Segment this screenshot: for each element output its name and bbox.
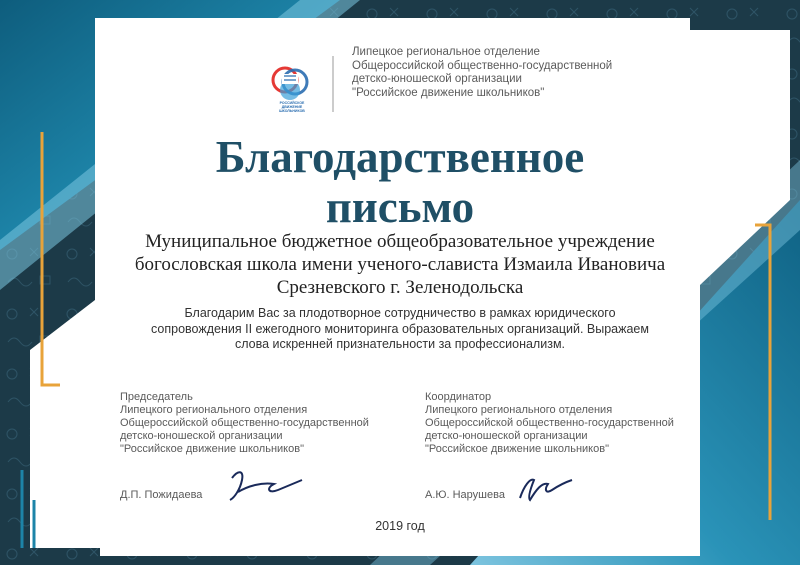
message-line-1: Благодарим Вас за плодотворное сотрудничество в рамках юридического xyxy=(184,306,616,320)
gratitude-message xyxy=(110,306,690,353)
recipient-line-2: богословская школа имени ученого-слависта Измаила Ивановича xyxy=(134,254,666,275)
signatory-coordinator-name: А.Ю. Нарушева xyxy=(425,489,505,501)
signatory-role: Координатор xyxy=(425,391,492,403)
signatory-line: Липецкого регионального отделения xyxy=(120,404,308,416)
org-line: Липецкое региональное отделение xyxy=(352,46,540,58)
signatory-line: Липецкого регионального отделения xyxy=(425,404,613,416)
title-line-1: Благодарственное xyxy=(215,132,585,182)
message-line-2: сопровождения II ежегодного мониторинга образовательных организаций. Выражаем xyxy=(151,321,649,336)
title-line-2: письмо xyxy=(325,182,475,232)
message-line-3: слова искренней признательности за профессионализм. xyxy=(234,337,566,351)
signatory-chair xyxy=(120,391,369,456)
signatory-line: детско-юношеской организации xyxy=(425,430,588,442)
recipient-line-3: Срезневского г. Зеленодольска xyxy=(276,277,524,298)
year-label: 2019 год xyxy=(375,519,425,533)
signatory-line: Общероссийской общественно-государственной xyxy=(425,417,674,429)
signatory-line: детско-юношеской организации xyxy=(120,430,283,442)
organization-header xyxy=(352,46,612,100)
signatory-line: "Российское движение школьников" xyxy=(425,443,609,455)
signatory-line: Общероссийской общественно-государственной xyxy=(120,417,369,429)
signatory-coordinator xyxy=(425,391,674,456)
signatory-chair-name: Д.П. Пожидаева xyxy=(120,489,203,501)
signatory-role: Председатель xyxy=(120,391,193,403)
recipient-line-1: Муниципальное бюджетное общеобразовательное учреждение xyxy=(145,231,655,252)
recipient-name xyxy=(110,230,690,299)
org-line: детско-юношеской организации xyxy=(352,73,522,85)
letter-title xyxy=(0,132,800,232)
logo-caption: РОССИЙСКОЕ ДВИЖЕНИЕ ШКОЛЬНИКОВ xyxy=(279,101,305,113)
org-line: "Российское движение школьников" xyxy=(352,86,545,99)
org-line: Общероссийской общественно-государственной xyxy=(352,59,613,72)
signatory-line: "Российское движение школьников" xyxy=(120,443,304,455)
